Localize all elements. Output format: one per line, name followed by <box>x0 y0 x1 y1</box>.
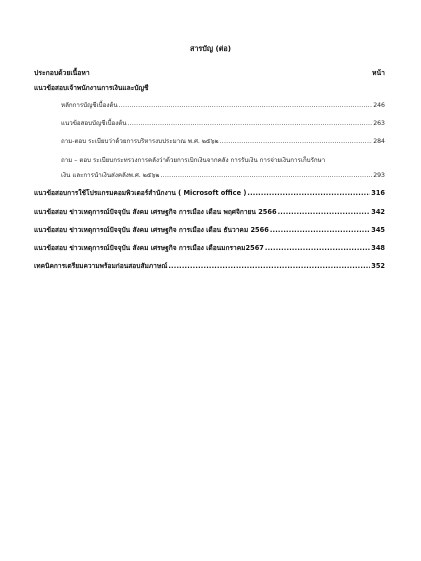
toc-entry <box>34 260 385 271</box>
leader-dots <box>128 120 373 127</box>
toc-sub-entry <box>61 136 385 146</box>
entry-page-number: 348 <box>371 244 385 252</box>
toc-header <box>34 67 385 78</box>
entry-page-number: 352 <box>371 262 385 270</box>
entry-page-number: 345 <box>371 226 385 234</box>
entry-page-number: 342 <box>371 208 385 216</box>
entry-label: เทคนิคการเตรียมความพร้อมก่อนสอบสัมภาษณ์ <box>34 262 168 270</box>
page-title: สารบัญ (ต่อ) <box>189 44 232 53</box>
entry-page-number: 293 <box>373 172 385 179</box>
entry-label: แนวข้อสอบ ข่าวเหตุการณ์ปัจจุบัน สังคม เศรษฐกิจ การเมือง เดือน พฤศจิกายน 2566 <box>34 208 277 216</box>
entry-label: แนวข้อสอบ ข่าวเหตุการณ์ปัจจุบัน สังคม เศรษฐกิจ การเมือง เดือนมกราคม2567 <box>34 244 264 252</box>
entry-label: หลักการบัญชีเบื้องต้น <box>61 102 118 109</box>
entry-page-number: 263 <box>373 120 385 127</box>
page-column-label: หน้า <box>372 69 385 77</box>
leader-dots <box>247 189 370 197</box>
toc-sub-entry <box>61 118 385 128</box>
toc-sub-entry <box>61 170 385 180</box>
entry-label: แนวข้อสอบ ข่าวเหตุการณ์ปัจจุบัน สังคม เศรษฐกิจ การเมือง เดือน ธันวาคม 2566 <box>34 226 269 234</box>
leader-dots <box>220 138 373 145</box>
leader-dots <box>160 172 372 179</box>
entry-label: ถาม-ตอบ ระเบียบว่าด้วยการบริหารงบประมาณ พ.ศ. ๒๕๖๒ <box>61 138 219 145</box>
entry-page-number: 284 <box>373 138 385 145</box>
leader-dots <box>119 102 373 109</box>
leader-dots <box>270 226 370 234</box>
toc-sub-entry-line1: ถาม – ตอบ ระเบียบกระทรวงการคลังว่าด้วยการเบิกเงินจากคลัง การรับเงิน การจ่ายเงินการเก็บรักษา <box>61 157 326 164</box>
leader-dots <box>265 244 370 252</box>
entry-label: เงิน และการนำเงินส่งคลังพ.ศ. ๒๕๖๒ <box>61 172 160 179</box>
section-heading: แนวข้อสอบเจ้าพนักงานการเงินและบัญชี <box>34 84 149 92</box>
entry-label: แนวข้อสอบการใช้โปรแกรมคอมพิวเตอร์สำนักงาน ( Microsoft office ) <box>34 189 247 197</box>
toc-entry <box>34 242 385 253</box>
leader-dots <box>278 208 371 216</box>
leader-dots <box>168 262 370 270</box>
toc-entry <box>34 187 385 198</box>
toc-entry <box>34 224 385 235</box>
contents-column-label: ประกอบด้วยเนื้อหา <box>34 69 90 77</box>
toc-entry <box>34 206 385 217</box>
entry-page-number: 316 <box>371 189 385 197</box>
entry-label: แนวข้อสอบบัญชีเบื้องต้น <box>61 120 127 127</box>
entry-page-number: 246 <box>373 102 385 109</box>
toc-sub-entry <box>61 100 385 110</box>
